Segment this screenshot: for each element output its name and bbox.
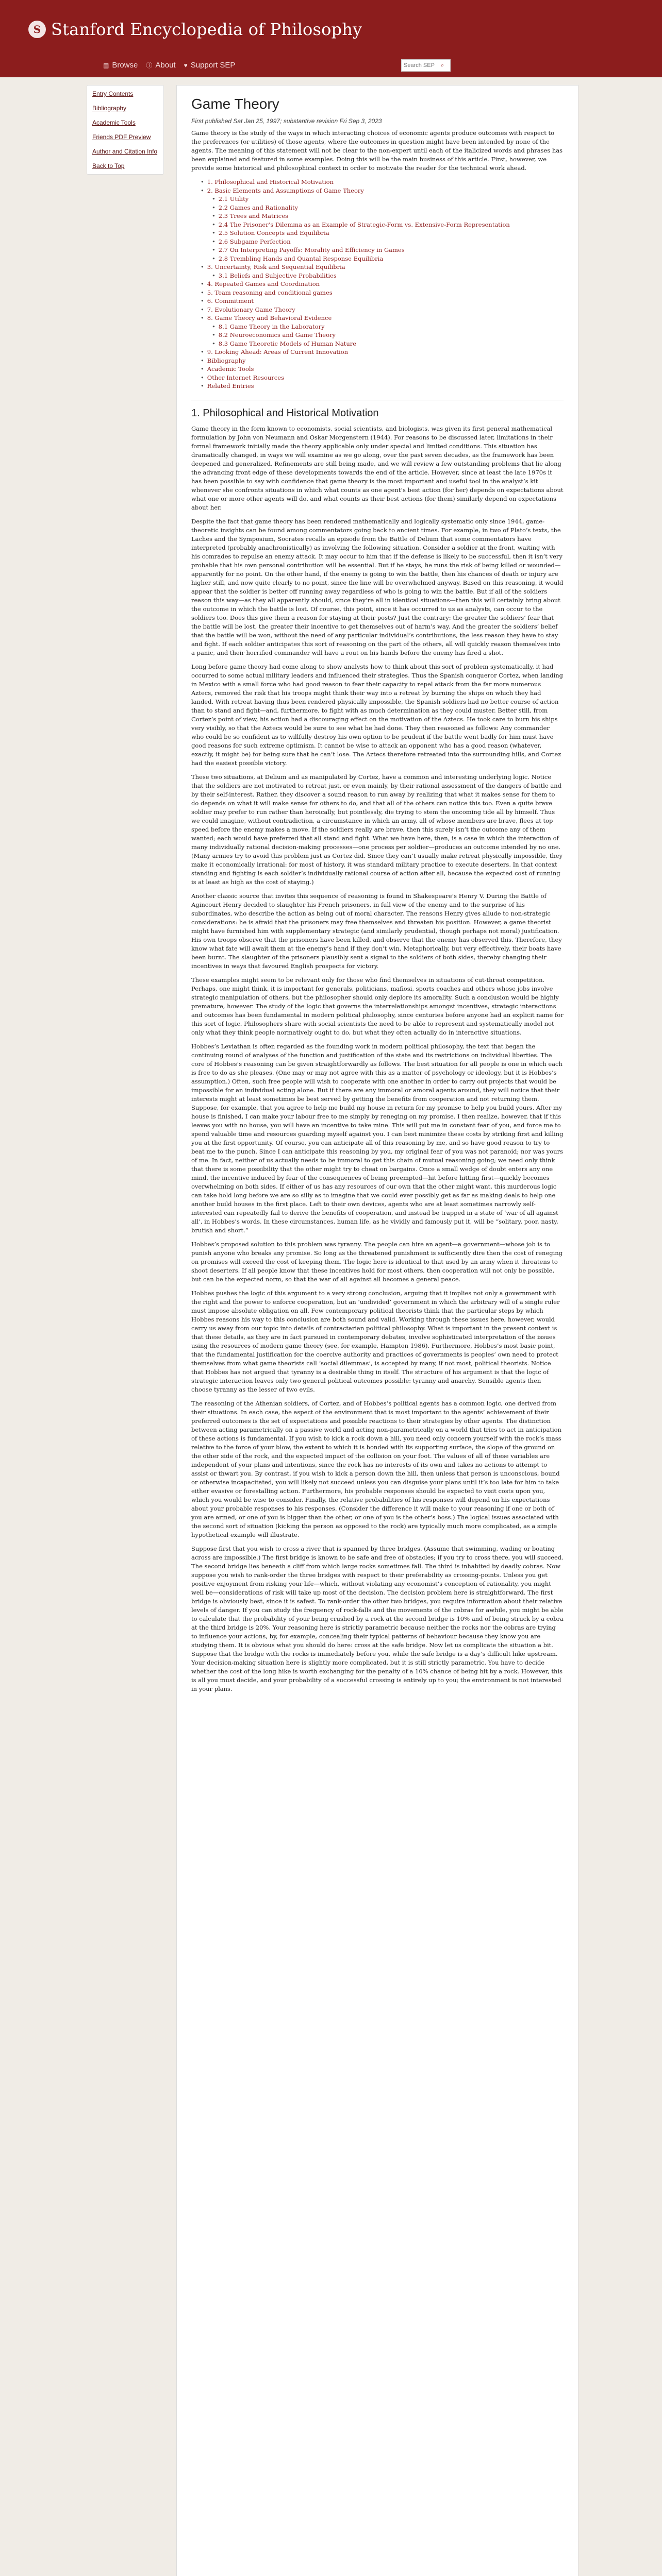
toc-item[interactable] [201, 238, 564, 246]
bullet-icon: • [212, 255, 216, 262]
bullet-icon: • [201, 314, 204, 321]
toc-item[interactable] [201, 331, 564, 340]
sidebar-link-entry-contents[interactable]: Entry Contents [92, 90, 134, 97]
table-of-contents [201, 178, 564, 391]
toc-item-label: 5. Team reasoning and conditional games [207, 289, 333, 296]
body-paragraph: Suppose first that you wish to cross a river that is spanned by three bridges. (Assume that swimming, wading or boating across are impossible.) The first bridge is known to be safe and free of obstacles; if you try to cross there, you will succeed. The second bridge lies beneath a cliff from which large rocks sometimes fall. The third is inhabited by deadly cobras. Now suppose you wish to rank-order the three bridges with respect to their preferability as crossing-points. Unless you get positive enjoyment from risking your life—which, without violating any economist’s conception of rationality, you might well be—considerations of risk will take up most of the decision. The decision problem here is straightforward. The first bridge is obviously best, since it is safest. To rank-order the other two bridges, you require information about their relative levels of danger. If you can study the frequency of rock-falls and the movements of the cobras for awhile, you might be able to calculate that the probability of your being crushed by a rock at the second bridge is 10% and of being struck by a cobra at the third bridge is 20%. Your reasoning here is strictly parametric because neither the rocks nor the cobras are trying to influence your actions, by, for example, concealing their typical patterns of behaviour because they know you are studying them. It is obvious what you should do here: cross at the safe bridge. Now let us complicate the situation a bit. Suppose that the bridge with the rocks is immediately before you, while the safe bridge is a day’s difficult hike upstream. Your decision-making situation here is slightly more complicated, but it is still strictly parametric. You have to decide whether the cost of the long hike is worth exchanging for the penalty of a 10% chance of being hit by a rock. However, this is all you must decide, and your probability of a successful crossing is entirely up to you; the environment is not interested in your plans. [191, 1545, 564, 1692]
bullet-icon: • [201, 348, 204, 355]
toc-item[interactable] [201, 314, 564, 323]
bullet-icon: • [212, 340, 216, 347]
bullet-icon: • [201, 280, 204, 287]
toc-item[interactable] [201, 280, 564, 289]
article-preamble: Game theory is the study of the ways in which interacting choices of economic agents produce outcomes with respect to the preferences (or utilities) of those agents, where the outcomes in question might have been intended by none of the agents. The meaning of this statement will not be clear to the non-expert until each of the italicized words and phrases has been explained and featured in some examples. Doing this will be the main business of this article. First, however, we provide some historical and philosophical context in order to motivate the reader for the technical work ahead. [191, 129, 563, 172]
bullet-icon: • [212, 212, 216, 219]
bullet-icon: • [212, 238, 216, 245]
toc-item[interactable] [201, 212, 564, 221]
body-paragraph: Another classic source that invites this sequence of reasoning is found in Shakespeare’s Henry V. During the Battle of Agincourt Henry decided to slaughter his French prisoners, in full view of the enemy and to the surprise of his subordinates, who describe the action as being out of moral character. The reasons Henry gives allude to non-strategic considerations: he is afraid that the prisoners may free themselves and threaten his position. However, a game theorist might have furnished him with supplementary strategic (and similarly prudential, though perhaps not moral) justification. His own troops observe that the prisoners have been killed, and observe that the enemy has observed this. Therefore, they know what fate will await them at the enemy’s hand if they don’t win. Metaphorically, but very effectively, their boats have been burnt. The slaughter of the prisoners plausibly sent a signal to the soldiers of both sides, thereby changing their incentives in ways that favoured English prospects for victory. [191, 892, 562, 970]
toc-item[interactable] [201, 246, 564, 255]
toc-item-label: Other Internet Resources [207, 374, 284, 381]
main-nav [103, 61, 235, 70]
toc-item-label: 8. Game Theory and Behavioral Evidence [207, 314, 332, 321]
toc-item-label: 2.1 Utility [218, 195, 249, 202]
toc-item[interactable] [201, 187, 564, 195]
toc-item-label: 2.8 Trembling Hands and Quantal Response Equilibria [218, 255, 384, 262]
toc-item[interactable] [201, 323, 564, 331]
bullet-icon: • [201, 187, 204, 194]
toc-item-label: 3.1 Beliefs and Subjective Probabilities [218, 272, 337, 279]
toc-item[interactable] [201, 374, 564, 382]
toc-item[interactable] [201, 221, 564, 229]
bullet-icon: • [212, 272, 216, 279]
section-body [191, 425, 564, 1693]
toc-item[interactable] [201, 306, 564, 314]
sidebar-link-back-to-top[interactable]: Back to Top [92, 162, 125, 170]
toc-item-label: 2.4 The Prisoner’s Dilemma as an Example of Strategic-Form vs. Extensive-Form Representation [218, 221, 510, 228]
search-box [401, 59, 451, 72]
toc-item-label: 2.7 On Interpreting Payoffs: Morality and Efficiency in Games [218, 246, 405, 253]
sidebar-link-pdf-preview[interactable]: Friends PDF Preview [92, 133, 151, 141]
toc-item[interactable] [201, 340, 564, 348]
body-paragraph: Long before game theory had come along to show analysts how to think about this sort of problem systematically, it had occurred to some actual military leaders and influenced their strategies. Thus the Spanish conqueror Cortez, when landing in Mexico with a small force who had good reason to fear their capacity to repel attack from the far more numerous Aztecs, removed the risk that his troops might think their way into a retreat by burning the ships on which they had landed. With retreat having thus been rendered physically impossible, the Spanish soldiers had no better course of action than to stand and fight—and, furthermore, to fight with as much determination as they could muster. Better still, from Cortez’s point of view, his action had a discouraging effect on the motivation of the Aztecs. He took care to burn his ships very visibly, so that the Aztecs would be sure to see what he had done. They then reasoned as follows: Any commander who could be so confident as to willfully destroy his own option to be prudent if the battle went badly for him must have good reasons for such extreme optimism. It cannot be wise to attack an opponent who has a good reason (whatever, exactly, it might be) for being sure that he can’t lose. The Aztecs therefore retreated into the surrounding hills, and Cortez had the easiest possible victory. [191, 663, 563, 767]
toc-item-label: 9. Looking Ahead: Areas of Current Innovation [207, 348, 349, 355]
site-logo[interactable] [28, 20, 362, 39]
body-paragraph: These examples might seem to be relevant only for those who find themselves in situations of cut-throat competition. Perhaps, one might think, it is important for generals, politicians, mafiosi, sports coaches and others whose jobs involve strategic manipulation of others, but the philosopher should only deplore its amorality. Such a conclusion would be highly premature, however. The study of the logic that governs the interrelationships amongst incentives, strategic interactions and outcomes has been fundamental in modern political philosophy, since centuries before anyone had an explicit name for this sort of logic. Philosophers share with social scientists the need to be able to represent and systematically model not only what they think people normatively ought to do, but what they often actually do in interactive situations. [191, 976, 564, 1036]
toc-item-label: 4. Repeated Games and Coordination [207, 280, 320, 287]
toc-item-label: 2. Basic Elements and Assumptions of Game Theory [207, 187, 364, 194]
toc-item-label: 8.3 Game Theoretic Models of Human Nature [218, 340, 357, 347]
toc-item-label: 2.6 Subgame Perfection [218, 238, 291, 245]
toc-item-label: 2.2 Games and Rationality [218, 204, 299, 211]
publication-info: First published Sat Jan 25, 1997; substantive revision Fri Sep 3, 2023 [191, 117, 382, 125]
bullet-icon: • [212, 323, 216, 330]
nav-browse[interactable] [103, 61, 138, 70]
nav-support[interactable] [184, 61, 236, 70]
bullet-icon: • [201, 365, 204, 372]
body-paragraph: These two situations, at Delium and as manipulated by Cortez, have a common and interesting underlying logic. Notice that the soldiers are not motivated to retreat just, or even mainly, by their rational assessment of the dangers of battle and by their self-interest. Rather, they discover a sound reason to run away by realizing that what it makes sense for them to do depends on what it will make sense for others to do, and that all of the others can notice this too. Even a quite brave soldier may prefer to run rather than heroically, but pointlessly, die trying to stem the oncoming tide all by himself. Thus we could imagine, without contradiction, a circumstance in which an army, all of whose members are brave, flees at top speed before the enemy makes a move. If the soldiers really are brave, then this surely isn’t the outcome any of them wanted; each would have preferred that all stand and fight. What we have here, then, is a case in which the interaction of many individually rational decision-making processes—one process per soldier—produces an outcome intended by no one. (Many armies try to avoid this problem just as Cortez did. Since they can’t usually make retreat physically impossible, they make it economically irrational: for most of history, it was standard military practice to execute deserters. In that context standing and fighting is each soldier’s individually rational course of action after all, because the expected cost of running is at least as high as the cost of staying.) [191, 773, 563, 886]
sidebar [87, 85, 164, 2576]
bullet-icon: • [212, 221, 216, 228]
bullet-icon: • [201, 297, 204, 304]
toc-item-label: 6. Commitment [207, 297, 254, 304]
site-header [0, 0, 662, 77]
book-icon: ▤ [103, 61, 109, 69]
toc-item-label: 8.2 Neuroeconomics and Game Theory [218, 331, 336, 338]
body-paragraph: The reasoning of the Athenian soldiers, of Cortez, and of Hobbes’s political agents has a common logic, one derived from their situations. In each case, the aspect of the environment that is most important to the agents’ achievement of their preferred outcomes is the set of expectations and possible reactions to their strategies by other agents. The distinction between acting parametrically on a passive world and acting non-parametrically on a world that tries to act in anticipation of these actions is fundamental. If you wish to kick a rock down a hill, you need only concern yourself with the rock’s mass relative to the force of your blow, the extent to which it is bonded with its supporting surface, the slope of the ground on the other side of the rock, and the expected impact of the collision on your foot. The values of all of these variables are independent of your plans and intentions, since the rock has no interests of its own and takes no actions to attempt to assist or thwart you. By contrast, if you wish to kick a person down the hill, then unless that person is unconscious, bound or otherwise incapacitated, you will likely not succeed unless you can disguise your plans until it’s too late for him to take either evasive or forestalling action. Furthermore, his probable responses should be expected to visit costs upon you, which you would be wise to consider. Finally, the relative probabilities of his responses will depend on his expectations about your probable responses to his responses. (Consider the difference it will make to your reasoning if one or both of you are armed, or one of you is bigger than the other, or one of you is the other’s boss.) The logical issues associated with the second sort of situation (kicking the person as opposed to the rock) are typically much more complicated, as a simple hypothetical example will illustrate. [191, 1399, 561, 1538]
toc-item[interactable] [201, 229, 564, 238]
toc-item[interactable] [201, 255, 564, 263]
section-heading: 1. Philosophical and Historical Motivation [191, 407, 379, 419]
body-paragraph: Hobbes’s Leviathan is often regarded as the founding work in modern political philosophy, the text that began the continuing round of analyses of the function and justification of the state and its restrictions on individual liberties. The core of Hobbes’s reasoning can be given straightforwardly as follows. The best situation for all people is one in which each is free to do as she pleases. (One may or may not agree with this as a matter of psychology or ideology, but it is Hobbes’s assumption.) Often, such free people will wish to cooperate with one another in order to carry out projects that would be impossible for an individual acting alone. But if there are any immoral or amoral agents around, they will notice that their interests might at least sometimes be best served by getting the benefits from cooperation and not returning them. Suppose, for example, that you agree to help me build my house in return for my promise to help you build yours. After my house is finished, I can make your labour free to me simply by reneging on my promise. I then realize, however, that if this leaves you with no house, you will have an incentive to take mine. This will put me in constant fear of you, and force me to spend valuable time and resources guarding myself against you. I can best minimize these costs by striking first and killing you at the first opportunity. Of course, you can anticipate all of this reasoning by me, and so have good reason to try to beat me to the punch. Since I can anticipate this reasoning by you, my original fear of you was not paranoid; nor was yours of me. In fact, neither of us actually needs to be immoral to get this chain of mutual reasoning going; we need only think that there is some possibility that the other might try to cheat on bargains. Once a small wedge of doubt enters any one mind, the incentive induced by fear of the consequences of being preempted—hit before hitting first—quickly becomes overwhelming on both sides. If either of us has any resources of our own that the other might want, this murderous logic can take hold long before we are so silly as to imagine that we could ever possibly get as far as making deals to help one another build houses in the first place. Left to their own devices, agents who are at least sometimes narrowly self-interested can repeatedly fail to derive the benefits of cooperation, and instead be trapped in a state of ‘war of all against all’, in Hobbes’s words. In these circumstances, human life, as he vividly and famously put it, will be “solitary, poor, nasty, brutish and short.” [191, 1042, 564, 1234]
body-paragraph: Despite the fact that game theory has been rendered mathematically and logically systematic only since 1944, game-theoretic insights can be found among commentators going back to ancient times. For example, in two of Plato’s texts, the Laches and the Symposium, Socrates recalls an episode from the Battle of Delium that some commentators have interpreted (probably anachronistically) as involving the following situation. Consider a soldier at the front, waiting with his comrades to repulse an enemy attack. It may occur to him that if the defense is likely to be successful, then it isn’t very probable that his own personal contribution will be essential. But if he stays, he runs the risk of being killed or wounded—apparently for no point. On the other hand, if the enemy is going to win the battle, then his chances of death or injury are higher still, and now quite clearly to no point, since the line will be overwhelmed anyway. Based on this reasoning, it would appear that the soldier is better off running away regardless of who is going to win the battle. But if all of the soldiers reason this way—as they all apparently should, since they’re all in identical situations—then this will certainly bring about the outcome in which the battle is lost. Of course, this point, since it has occurred to us as analysts, can occur to the soldiers too. Does this give them a reason for staying at their posts? Just the contrary: the greater the soldiers’ fear that the battle will be lost, the greater their incentive to get themselves out of harm’s way. And the greater the soldiers’ belief that the battle will be won, without the need of any particular individual’s contributions, the less reason they have to stay and fight. If each soldier anticipates this sort of reasoning on the part of the others, all will quickly reason themselves into a panic, and their horrified commander will have a rout on his hands before the enemy has fired a shot. [191, 517, 564, 656]
nav-about-label: About [155, 61, 176, 70]
bullet-icon: • [201, 357, 204, 364]
info-icon: ⓘ [146, 62, 153, 69]
heart-icon: ♥ [184, 61, 188, 69]
bullet-icon: • [212, 229, 216, 236]
toc-item-label: Bibliography [207, 357, 246, 364]
toc-item[interactable] [201, 348, 564, 357]
bullet-icon: • [201, 263, 204, 270]
toc-item[interactable] [201, 289, 564, 297]
toc-item-label: 8.1 Game Theory in the Laboratory [218, 323, 325, 330]
sep-seal-icon: S [28, 21, 46, 38]
page-body [87, 85, 579, 2576]
body-paragraph: Hobbes pushes the logic of this argument to a very strong conclusion, arguing that it implies not only a government with the right and the power to enforce cooperation, but an ‘undivided’ government in which the arbitrary will of a single ruler must impose absolute obligation on all. Few contemporary political theorists think that the particular steps by which Hobbes reasons his way to this conclusion are both sound and valid. Working through these issues here, however, would carry us away from our topic into details of contractarian political philosophy. What is important in the present context is that these details, as they are in fact pursued in contemporary debates, involve sophisticated interpretation of the issues using the resources of modern game theory (see, for example, Hampton 1986). Furthermore, Hobbes’s most basic point, that the fundamental justification for the coercive authority and practices of governments is peoples’ own need to protect themselves from what game theorists call ‘social dilemmas’, is accepted by many, if not most, political theorists. Notice that Hobbes has not argued that tyranny is a desirable thing in itself. The structure of his argument is that the logic of strategic interaction leaves only two general political outcomes possible: tyranny and anarchy. Sensible agents then choose tyranny as the lesser of two evils. [191, 1289, 560, 1393]
entry-navigation [87, 85, 164, 175]
toc-item-label: 2.3 Trees and Matrices [218, 212, 288, 219]
bullet-icon: • [212, 331, 216, 338]
bullet-icon: • [212, 195, 216, 202]
bullet-icon: • [201, 306, 204, 313]
toc-item[interactable] [201, 204, 564, 212]
nav-browse-label: Browse [112, 61, 138, 70]
toc-item[interactable] [201, 382, 564, 391]
toc-item-label: Related Entries [207, 382, 254, 389]
sidebar-link-citation-info[interactable]: Author and Citation Info [92, 148, 158, 155]
toc-item-label: 3. Uncertainty, Risk and Sequential Equilibria [207, 263, 345, 270]
body-paragraph: Game theory in the form known to economists, social scientists, and biologists, was given its first general mathematical formulation by John von Neumann and Oskar Morgenstern (1944). For reasons to be discussed later, limitations in their formal framework initially made the theory applicable only under special and limited conditions. This situation has dramatically changed, in ways we will examine as we go along, over the past seven decades, as the framework has been deepened and generalized. Refinements are still being made, and we will review a few outstanding problems that lie along the advancing front edge of these developments towards the end of the article. However, since at least the late 1970s it has been possible to say with confidence that game theory is the most important and useful tool in the analyst’s kit whenever she confronts situations in which what counts as one agent’s best action (for her) depends on expectations about what one or more other agents will do, and what counts as their best actions (for them) similarly depend on expectations about her. [191, 425, 564, 511]
sidebar-link-bibliography[interactable]: Bibliography [92, 105, 127, 112]
toc-item-label: 7. Evolutionary Game Theory [207, 306, 295, 313]
bullet-icon: • [212, 246, 216, 253]
toc-item[interactable] [201, 357, 564, 365]
nav-support-label: Support SEP [190, 61, 236, 70]
search-icon[interactable]: ⌕ [441, 62, 444, 69]
toc-item-label: 1. Philosophical and Historical Motivation [207, 178, 334, 185]
toc-item[interactable] [201, 195, 564, 204]
sidebar-link-academic-tools[interactable]: Academic Tools [92, 119, 136, 126]
nav-about[interactable] [146, 61, 175, 70]
site-title[interactable]: Stanford Encyclopedia of Philosophy [51, 20, 362, 39]
bullet-icon: • [201, 289, 204, 296]
bullet-icon: • [201, 382, 204, 389]
toc-item[interactable] [201, 365, 564, 374]
bullet-icon: • [201, 178, 204, 185]
body-paragraph: Hobbes’s proposed solution to this problem was tyranny. The people can hire an agent—a government—whose job is to punish anyone who breaks any promise. So long as the threatened punishment is sufficiently dire then the cost of reneging on promises will exceed the cost of keeping them. The logic here is identical to that used by an army when it threatens to shoot deserters. If all people know that these incentives hold for most others, then cooperation will not only be possible, but can be the expected norm, so that the war of all against all becomes a general peace. [191, 1240, 563, 1283]
toc-item-label: Academic Tools [207, 365, 254, 372]
article [176, 85, 578, 2576]
bullet-icon: • [212, 204, 216, 211]
article-title: Game Theory [191, 96, 279, 112]
bullet-icon: • [201, 374, 204, 381]
toc-item[interactable] [201, 272, 564, 280]
toc-item-label: 2.5 Solution Concepts and Equilibria [218, 229, 329, 236]
toc-item[interactable] [201, 297, 564, 306]
search-input[interactable] [404, 62, 441, 69]
toc-item[interactable] [201, 263, 564, 272]
toc-item[interactable] [201, 178, 564, 187]
